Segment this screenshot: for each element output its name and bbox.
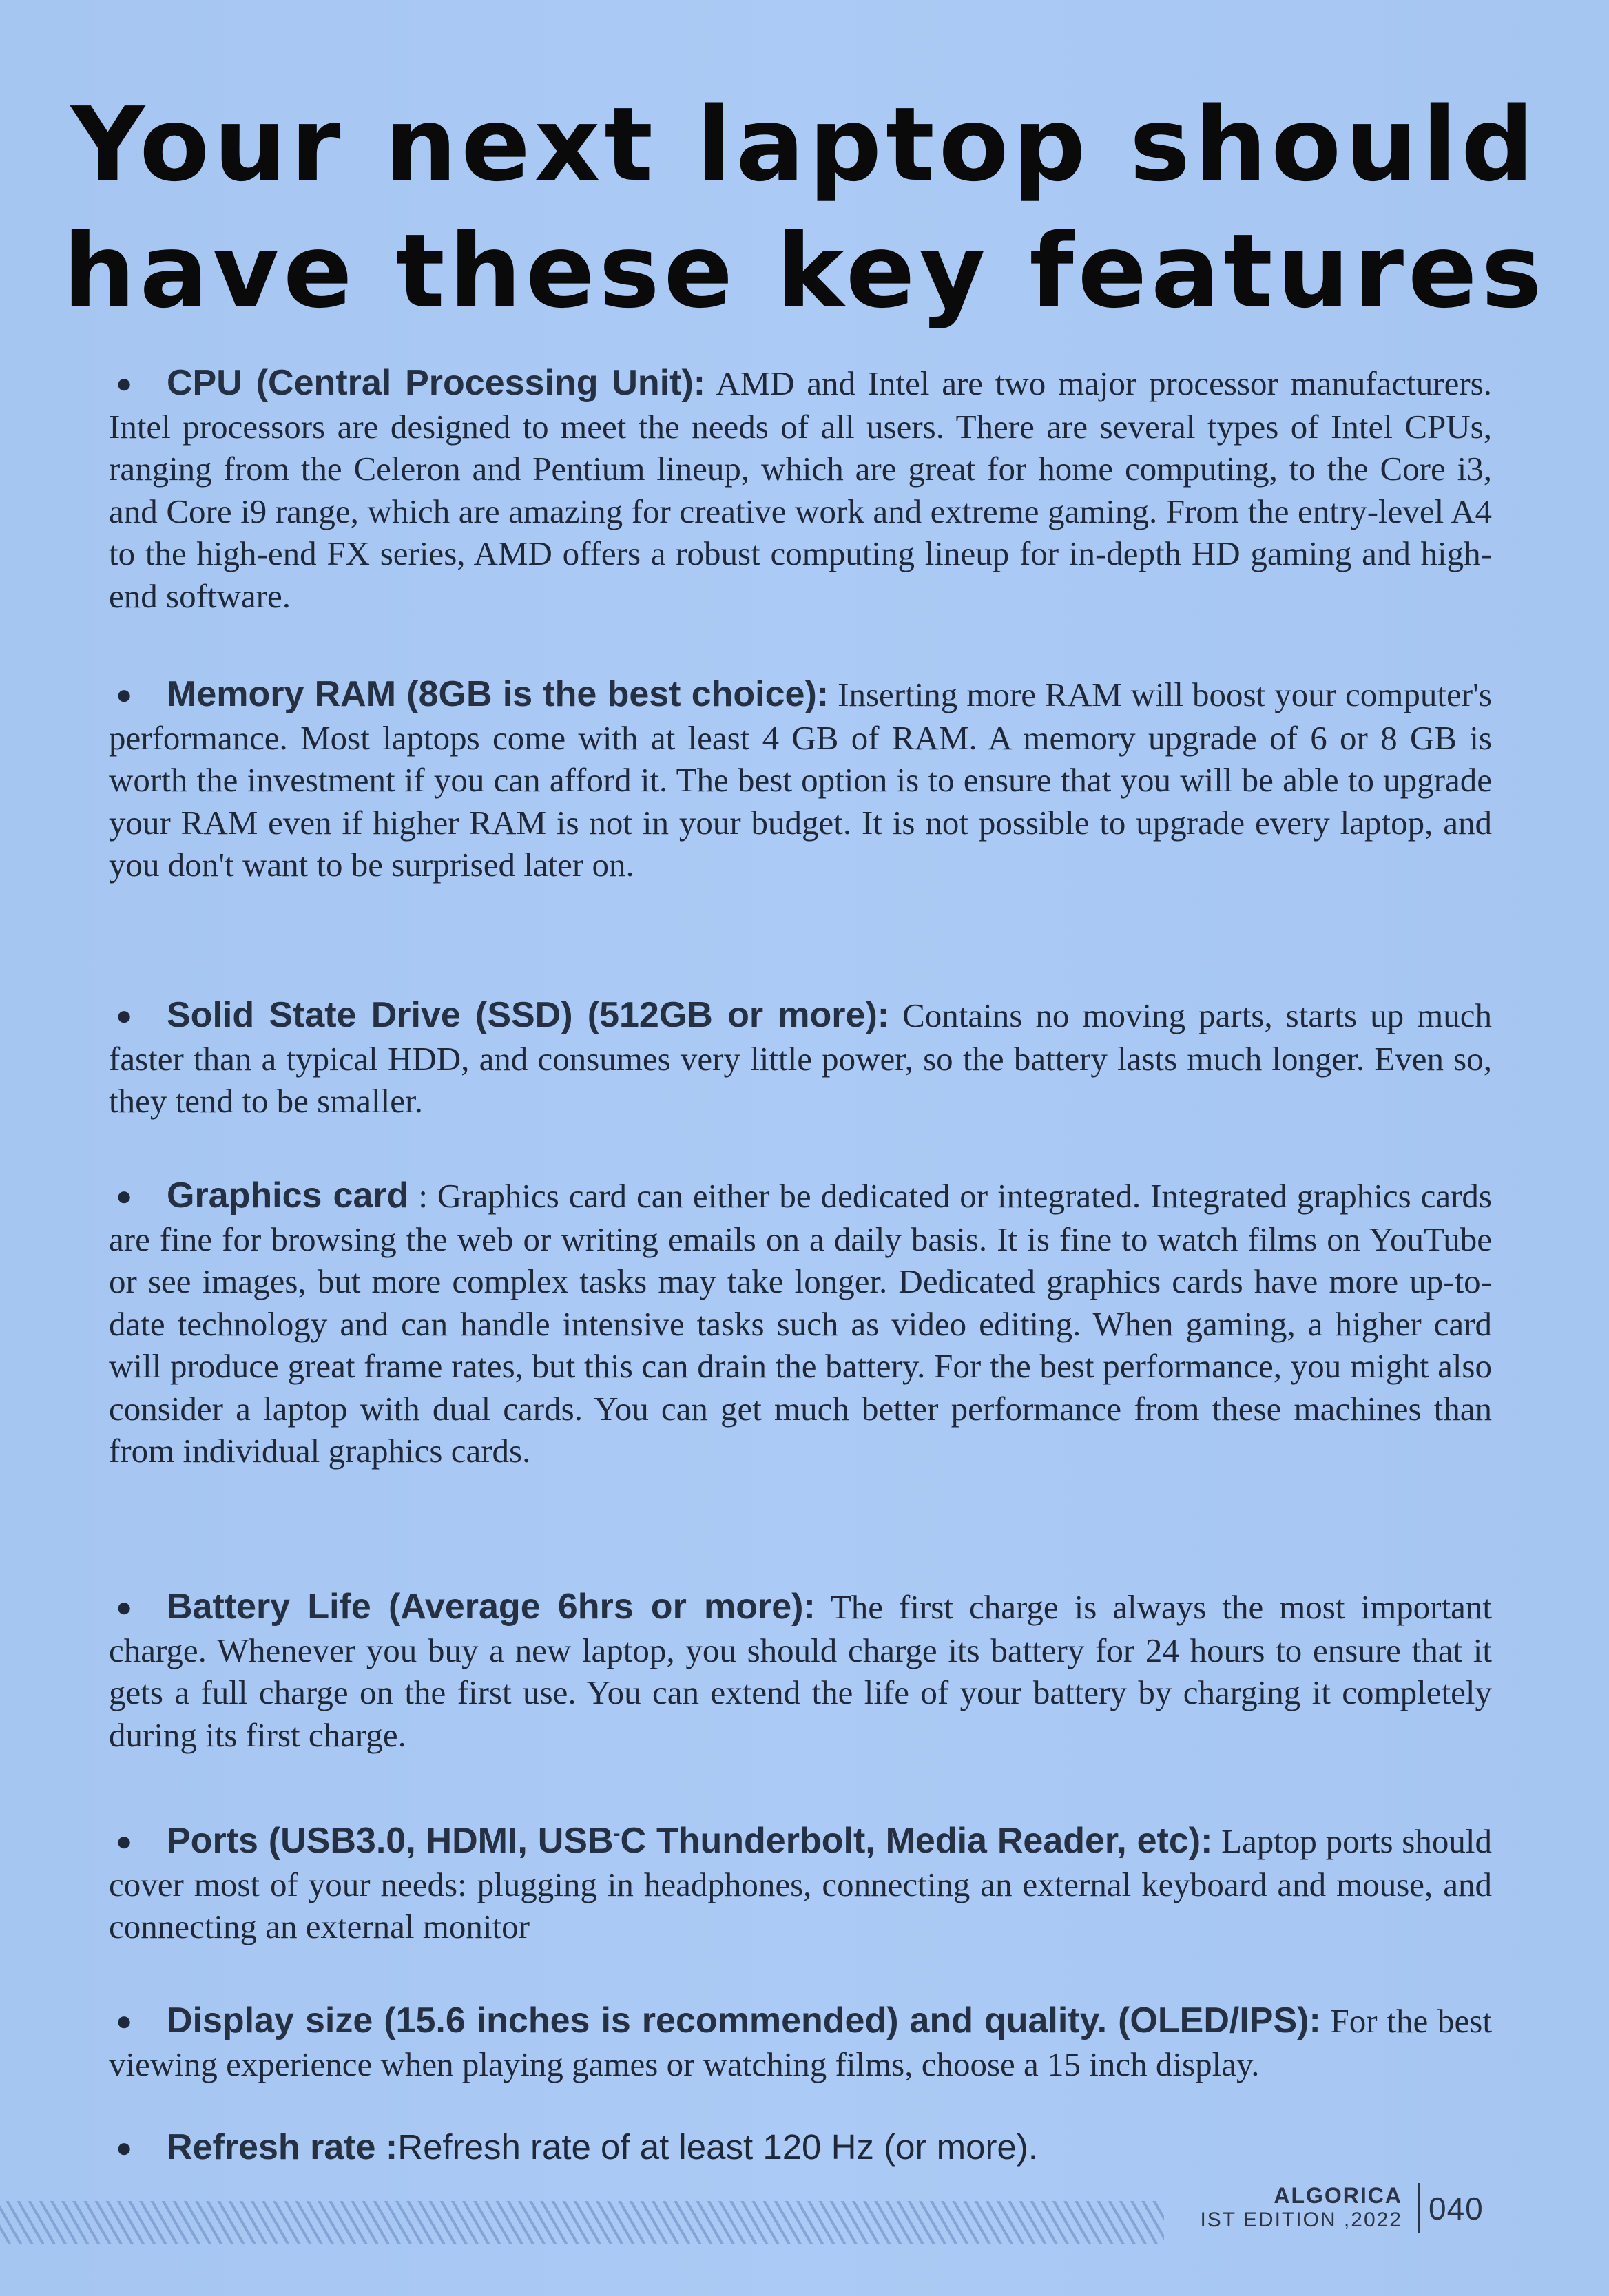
- bullet-icon: ●: [116, 1826, 133, 1857]
- feature-description: Laptop ports should cover most of your needs: plugging in headphones, connecting an external keyboard and mouse, and connecting an external monitor: [109, 1822, 1492, 1945]
- page-title: [0, 81, 1609, 335]
- feature-heading: Graphics card: [167, 1176, 409, 1215]
- feature-description: AMD and Intel are two major processor manufacturers. Intel processors are designed to meet the needs of all users. There are several types of Intel CPUs, ranging from the Celeron and Pentium lineup, which are great for home computing, to the Core i3, and Core i9 range, which are amazing for creative work and extreme gaming. From the entry-level A4 to the high-end FX series, AMD offers a robust computing lineup for in-depth HD gaming and high-end software.: [109, 364, 1493, 615]
- feature-heading-superscript: -: [613, 1822, 621, 1845]
- title-line-2: have these key features: [63, 212, 1546, 331]
- feature-description: : Graphics card can either be dedicated or integrated. Integrated graphics cards are fine for browsing the web or writing emails on a daily basis. It is fine to watch films on YouTube or see images, but more complex tasks may take longer. Dedicated graphics cards have more up-to-date technology and can handle intensive tasks such as video editing. When gaming, a higher card will produce great frame rates, but this can drain the battery. For the best performance, you might also consider a laptop with dual cards. You can get much better performance from these machines than from individual graphics cards.: [109, 1177, 1492, 1470]
- feature-heading: Battery Life (Average 6hrs or more):: [167, 1587, 816, 1627]
- feature-heading-part-b: C Thunderbolt, Media Reader, etc):: [620, 1821, 1213, 1861]
- feature-heading: Refresh rate :: [167, 2127, 398, 2167]
- magazine-brand: ALGORICA: [1274, 2183, 1402, 2208]
- feature-item-cpu: [109, 362, 1492, 617]
- feature-item-display-size: [109, 2000, 1492, 2085]
- feature-description: The first charge is always the most important charge. Whenever you buy a new laptop, you should charge its battery for 24 hours to ensure that it gets a full charge on the first use. You can extend the life of your battery by charging it completely during its first charge.: [109, 1588, 1492, 1754]
- bullet-icon: ●: [116, 368, 133, 399]
- feature-item-ssd: [109, 994, 1492, 1123]
- decorative-hatch-band: [0, 2201, 1164, 2244]
- feature-heading: Solid State Drive (SSD) (512GB or more):: [167, 995, 890, 1035]
- feature-heading-part-a: Ports (USB3.0, HDMI, USB: [167, 1821, 614, 1861]
- bullet-icon: ●: [116, 1592, 133, 1622]
- feature-description: Contains no moving parts, starts up much faster than a typical HDD, and consumes very little power, so the battery lasts much longer. Even so, they tend to be smaller.: [109, 996, 1492, 1120]
- feature-description: Refresh rate of at least 120 Hz (or more).: [397, 2127, 1038, 2167]
- feature-item-ports: [109, 1813, 1492, 1948]
- feature-item-battery-life: [109, 1586, 1492, 1756]
- feature-description: Inserting more RAM will boost your computer's performance. Most laptops come with at least 4 GB of RAM. A memory upgrade of 6 or 8 GB is worth the investment if you can afford it. The best option is to ensure that you will be able to upgrade your RAM even if higher RAM is not in your budget. It is not possible to upgrade every laptop, and you don't want to be surprised later on.: [109, 676, 1492, 884]
- bullet-icon: ●: [116, 1181, 133, 1211]
- bullet-icon: ●: [116, 680, 133, 710]
- feature-heading: Memory RAM (8GB is the best choice):: [167, 674, 829, 714]
- feature-heading: CPU (Central Processing Unit):: [167, 363, 706, 403]
- title-line-1: Your next laptop should: [70, 85, 1539, 204]
- feature-description: For the best viewing experience when playing games or watching films, choose a 15 inch display.: [109, 2002, 1492, 2083]
- feature-heading: Display size (15.6 inches is recommended) and quality. (OLED/IPS):: [167, 2001, 1321, 2041]
- bullet-icon: ●: [116, 2006, 133, 2036]
- feature-heading: [167, 1821, 1212, 1861]
- feature-item-memory-ram: [109, 674, 1492, 886]
- edition-label: IST EDITION ,2022: [1200, 2209, 1402, 2231]
- footer-divider: [1418, 2183, 1420, 2233]
- page-number: 040: [1429, 2191, 1484, 2226]
- feature-item-graphics-card: [109, 1175, 1492, 1472]
- bullet-icon: ●: [116, 1001, 133, 1031]
- feature-item-refresh-rate: [109, 2126, 1038, 2170]
- bullet-icon: ●: [116, 2133, 133, 2163]
- footer-brand: [1200, 2183, 1402, 2233]
